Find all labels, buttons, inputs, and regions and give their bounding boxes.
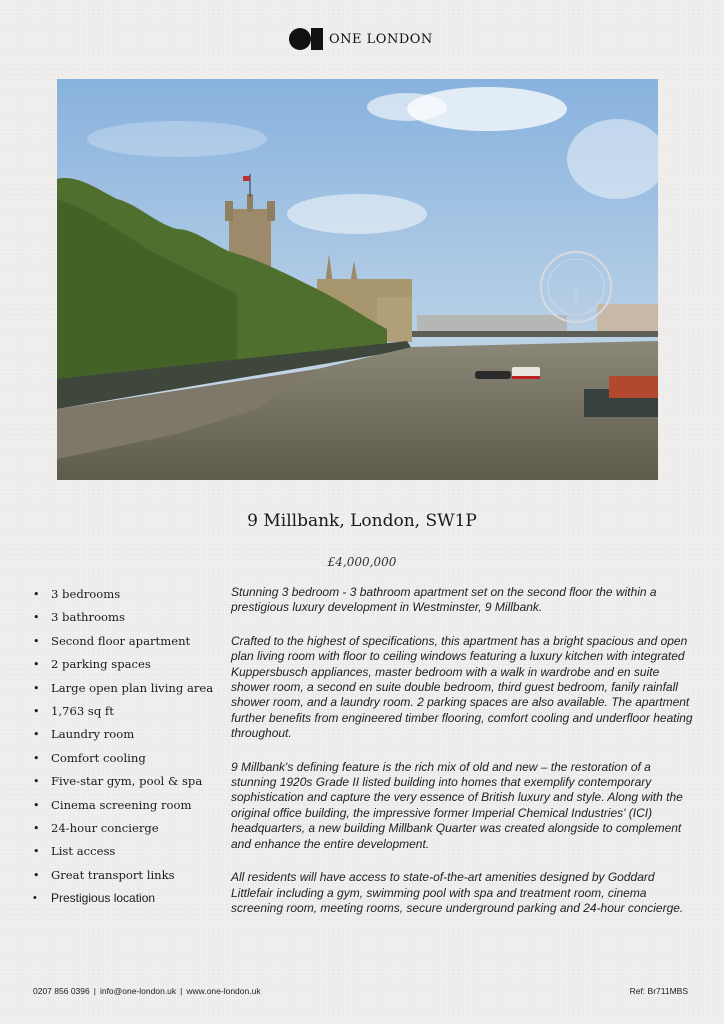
property-price: £4,000,000 — [327, 555, 397, 569]
features-list — [33, 586, 223, 913]
feature-item: • Laundry room — [33, 726, 223, 749]
feature-item: • Comfort cooling — [33, 750, 223, 773]
description-paragraph: Crafted to the highest of specifications, this apartment has a bright spacious and open plan living room with floor to ceiling windows featuring a luxury kitchen with integrated Kuppersbusch appliances, master bedroom with a walk in wardrobe and en suite shower room, a second en suite double bedroom, third guest bedroom, fanily rainfall shower room, and a laundry room. 2 parking spaces are also available. The apartment further benefits from engineered timber flooring, comfort cooling and underfloor heating throughout. — [231, 633, 693, 741]
feature-item: • 2 parking spaces — [33, 656, 223, 679]
feature-item: • 1,763 sq ft — [33, 703, 223, 726]
one-london-logo[interactable] — [289, 27, 433, 51]
description-paragraph: Stunning 3 bedroom - 3 bathroom apartment set on the second floor the within a prestigious luxury development in Westminster, 9 Millbank. — [231, 585, 657, 615]
brand-name: ONE LONDON — [329, 31, 433, 47]
footer-separator: | — [93, 986, 96, 996]
footer-phone[interactable]: 0207 856 0396 — [33, 986, 90, 996]
feature-item: • Great transport links — [33, 867, 223, 890]
property-address: 9 Millbank, London, SW1P — [247, 511, 477, 531]
description-paragraph: All residents will have access to state-of-the-art amenities designed by Goddard Littlefair including a gym, swimming pool with spa and treatment room, cinema screening room, meeting rooms, secure underground parking and 24-hour concierge. — [231, 870, 684, 915]
reference-code: Ref: Br711MBS — [629, 986, 688, 996]
feature-item: • Large open plan living area — [33, 680, 223, 703]
feature-item: • Second floor apartment — [33, 633, 223, 656]
feature-item: • 3 bathrooms — [33, 609, 223, 632]
property-description — [231, 585, 693, 934]
feature-item: • List access — [33, 843, 223, 866]
footer-contact — [33, 986, 261, 996]
description-paragraph: 9 Millbank's defining feature is the rich mix of old and new – the restoration of a stunning 1920s Grade II listed building into homes that exemplify contemporary sophistication and capture the very essence of British luxury and style. Along with the original office building, the impressive former Imperial Chemical Industries' (ICI) headquarters, a new building Millbank Quarter was created alongside to complement and enhance the entire development. — [231, 759, 683, 851]
one-london-logo-icon — [289, 27, 325, 51]
footer-website[interactable]: www.one-london.uk — [186, 986, 261, 996]
footer-separator: | — [180, 986, 183, 996]
feature-item: • Five-star gym, pool & spa — [33, 773, 223, 796]
feature-item: • 24-hour concierge — [33, 820, 223, 843]
hero-photo — [57, 79, 658, 480]
feature-item: • 3 bedrooms — [33, 586, 223, 609]
feature-item: • Cinema screening room — [33, 797, 223, 820]
footer-email[interactable]: info@one-london.uk — [99, 986, 177, 996]
feature-item: • Prestigious location — [33, 890, 223, 913]
